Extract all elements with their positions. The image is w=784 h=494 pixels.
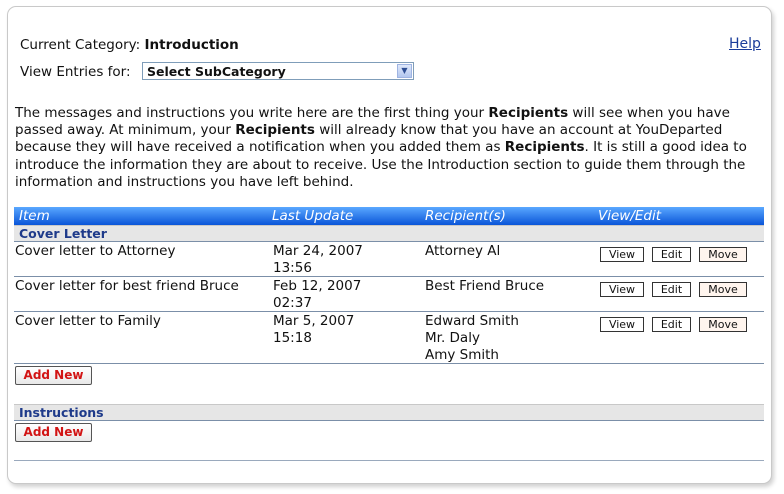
table-header [14, 207, 764, 225]
item-cell[interactable]: Cover letter to Family [15, 313, 161, 329]
date-cell: Feb 12, 2007 [273, 278, 362, 294]
subcategory-select[interactable] [142, 62, 414, 80]
column-item: Item [19, 208, 50, 224]
move-button[interactable]: Move [699, 247, 747, 262]
column-view-edit: View/Edit [598, 208, 662, 224]
intro-part: will see when you have passed away. At minimum, your [15, 105, 730, 139]
item-cell[interactable]: Cover letter for best friend Bruce [15, 278, 239, 294]
intro-emphasis: Recipients [504, 139, 585, 156]
time-cell: 02:37 [273, 295, 312, 311]
date-cell: Mar 5, 2007 [273, 313, 355, 329]
section-instructions [14, 404, 764, 421]
intro-part: The messages and instructions you write here are the first thing your [15, 105, 489, 121]
move-button[interactable]: Move [699, 282, 747, 297]
subcategory-select-value: Select SubCategory [147, 64, 286, 79]
edit-button[interactable]: Edit [652, 317, 691, 332]
row-divider [14, 241, 764, 242]
table-bottom-divider [14, 460, 764, 461]
view-button[interactable]: View [600, 247, 644, 262]
column-recipients: Recipient(s) [425, 208, 506, 224]
category-value: Introduction [144, 37, 239, 53]
edit-button[interactable]: Edit [652, 247, 691, 262]
chevron-down-icon[interactable]: ▼ [397, 64, 412, 78]
recipient-cell: Mr. Daly [425, 330, 480, 346]
intro-part: will already know that you have an account at YouDeparted because they will have received a notification when you added them as [15, 122, 723, 156]
intro-text [15, 105, 771, 191]
item-cell[interactable]: Cover letter to Attorney [15, 243, 176, 259]
view-entries-label: View Entries for: [20, 64, 131, 80]
recipient-cell: Best Friend Bruce [425, 278, 545, 294]
row-divider [14, 276, 764, 277]
row-divider [14, 311, 764, 312]
intro-emphasis: Recipients [235, 122, 315, 139]
column-last-update: Last Update [272, 208, 354, 224]
edit-button[interactable]: Edit [652, 282, 691, 297]
row-divider [14, 420, 764, 421]
recipient-cell: Amy Smith [425, 347, 499, 363]
current-category-label [20, 37, 239, 53]
section-title: Instructions [19, 405, 104, 420]
intro-part: . It is still a good idea to introduce the information they are about to receive. Use the Introduction section to guide them through the information and instructions you have left behind. [15, 139, 747, 190]
time-cell: 13:56 [273, 260, 312, 276]
add-new-instructions-button[interactable]: Add New [15, 423, 92, 442]
recipient-cell: Attorney Al [425, 243, 501, 259]
move-button[interactable]: Move [699, 317, 747, 332]
section-cover-letter [14, 225, 764, 242]
view-button[interactable]: View [600, 317, 644, 332]
section-title: Cover Letter [19, 226, 107, 241]
category-label-text: Current Category: [20, 37, 141, 53]
help-link[interactable]: Help [729, 36, 761, 52]
recipient-cell: Edward Smith [425, 313, 519, 329]
date-cell: Mar 24, 2007 [273, 243, 363, 259]
time-cell: 15:18 [273, 330, 312, 346]
add-new-cover-letter-button[interactable]: Add New [15, 366, 92, 385]
view-button[interactable]: View [600, 282, 644, 297]
row-divider [14, 363, 764, 364]
intro-emphasis: Recipients [488, 105, 569, 121]
